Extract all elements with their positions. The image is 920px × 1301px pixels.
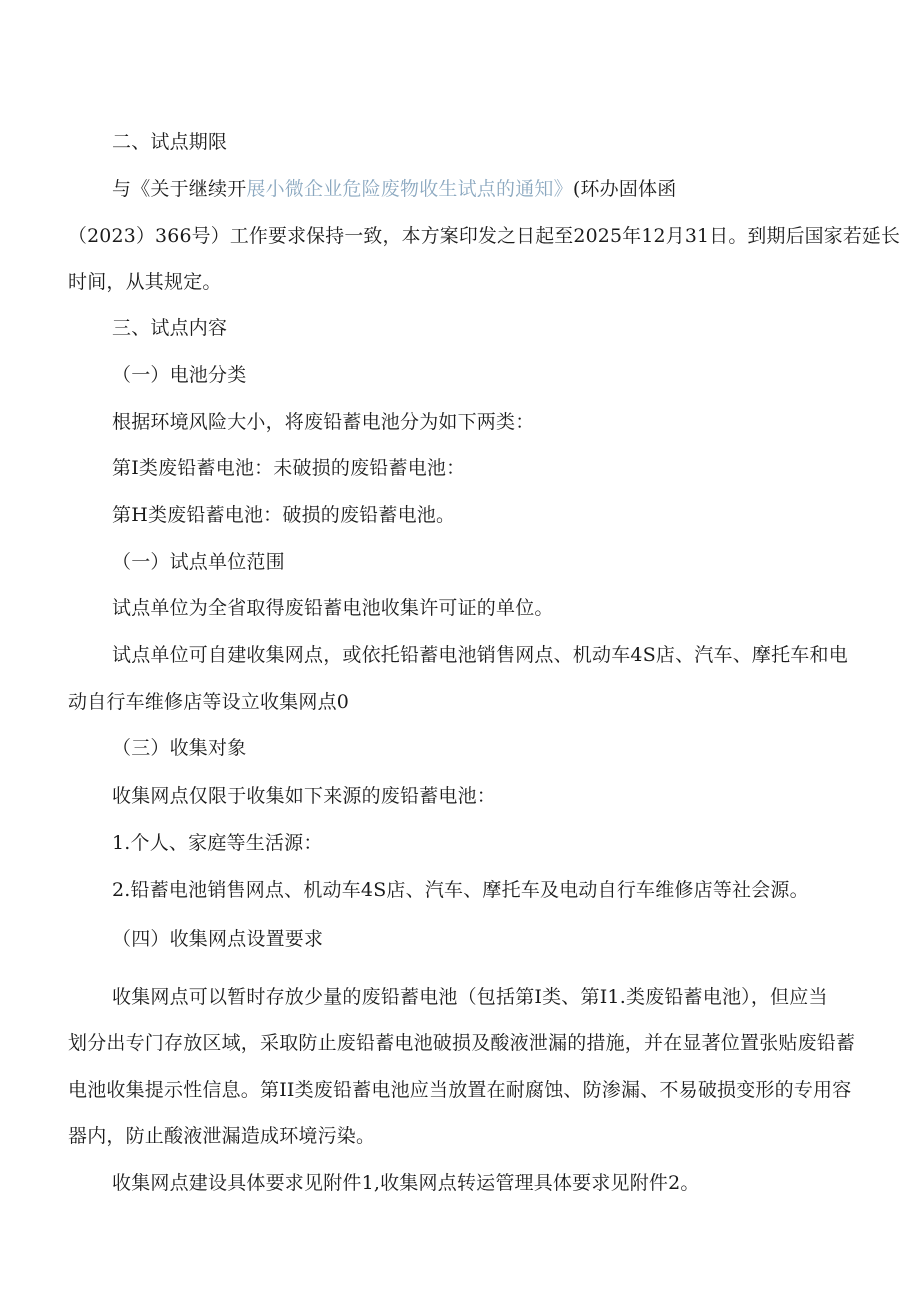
paragraph-requirements-line3: 电池收集提示性信息。第II类废铅蓄电池应当放置在耐腐蚀、防渗漏、不易破损变形的专用容 [68,1079,852,1101]
paragraph-requirements-attachments: 收集网点建设具体要求见附件1,收集网点转运管理具体要求见附件2。 [112,1172,700,1194]
paragraph-requirements-line4: 器内，防止酸液泄漏造成环境污染。 [68,1125,376,1147]
subheading-site-requirements: （四）收集网点设置要求 [112,928,324,950]
subheading-classification: （一）电池分类 [112,364,247,386]
period-text-faded: 展小微企业危险废物收生试点的通知》 [246,178,573,200]
subheading-scope: （一）试点单位范围 [112,551,285,573]
paragraph-requirements-line2: 划分出专门存放区域，采取防止废铅蓄电池破损及酸液泄漏的措施，并在显著位置张贴废铅蓄 [68,1032,856,1054]
subheading-collection-object: （三）收集对象 [112,737,247,759]
paragraph-requirements-line1: 收集网点可以暂时存放少量的废铅蓄电池（包括第I类、第I1.类废铅蓄电池），但应当 [112,986,828,1008]
section-heading-period: 二、试点期限 [112,131,228,153]
paragraph-period-line2: （2023）366号）工作要求保持一致，本方案印发之日起至2025年12月31日。到期后国家若延长 [68,225,901,247]
paragraph-period-line3: 时间，从其规定。 [68,271,222,293]
paragraph-object-3: 2.铅蓄电池销售网点、机动车4S店、汽车、摩托车及电动自行车维修店等社会源。 [112,879,809,901]
paragraph-classification-3: 第H类废铅蓄电池：破损的废铅蓄电池。 [112,504,456,526]
paragraph-classification-1: 根据环境风险大小，将废铅蓄电池分为如下两类： [112,411,535,433]
section-heading-content: 三、试点内容 [112,317,228,339]
paragraph-scope-2-line1: 试点单位可自建收集网点，或依托铅蓄电池销售网点、机动车4S店、汽车、摩托车和电 [112,644,848,666]
paragraph-period-line1 [112,177,676,201]
paragraph-object-2: 1.个人、家庭等生活源： [112,832,323,854]
paragraph-scope-1: 试点单位为全省取得废铅蓄电池收集许可证的单位。 [112,597,554,619]
paragraph-object-1: 收集网点仅限于收集如下来源的废铅蓄电池： [112,785,497,807]
period-text-c: (环办固体函 [572,178,677,200]
paragraph-scope-2-line2: 动自行车维修店等设立收集网点0 [68,691,350,713]
paragraph-classification-2: 第I类废铅蓄电池：未破损的废铅蓄电池： [112,457,466,479]
period-text-a: 与《关于继续开 [112,178,247,200]
